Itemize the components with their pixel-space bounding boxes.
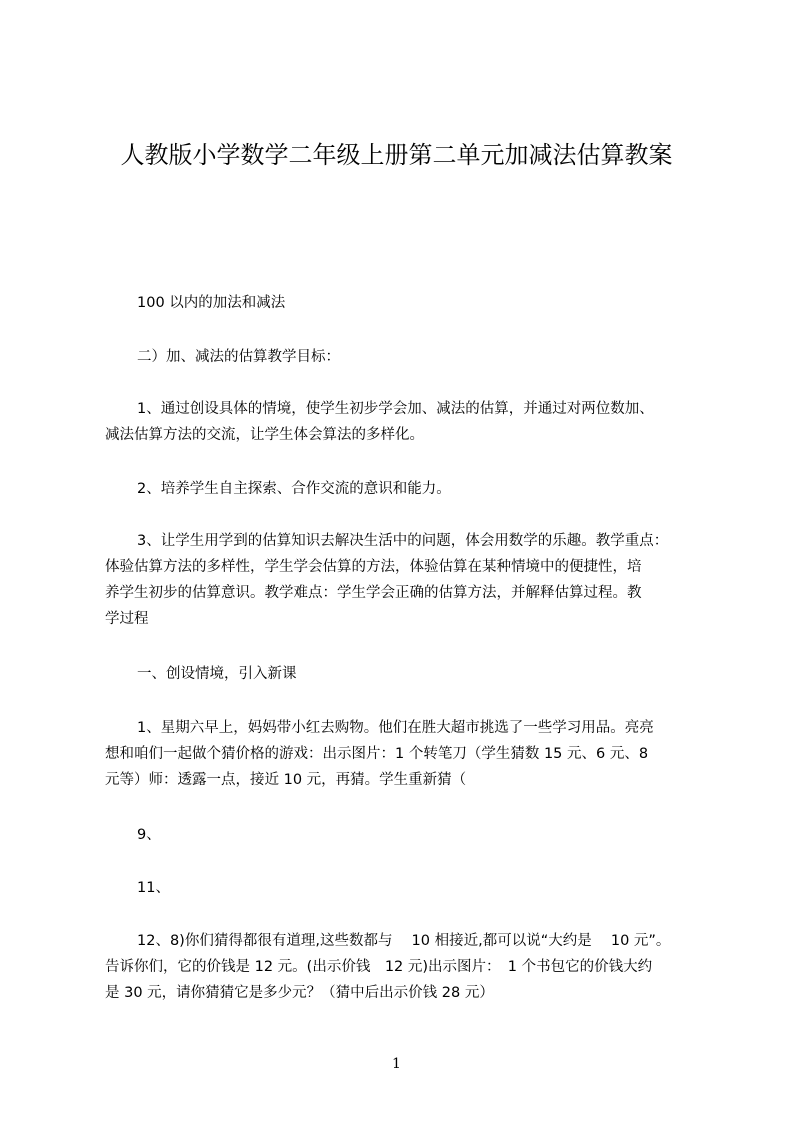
paragraph-objectives-heading <box>105 344 717 370</box>
paragraph-line: 100 以内的加法和减法 <box>137 295 286 311</box>
paragraph-objective-3 <box>105 528 717 632</box>
paragraph-line: 学过程 <box>105 611 149 627</box>
paragraph-line: 3、让学生用学到的估算知识去解决生活中的问题，体会用数学的乐趣。教学重点： <box>137 533 669 549</box>
paragraph-line: 告诉你们，它的价钱是 12 元。(出示价钱 12 元)出示图片： 1 个书包它的价钱大约 <box>105 959 653 975</box>
paragraph-line: 1、星期六早上，妈妈带小红去购物。他们在胜大超市挑选了一些学习用品。亮亮 <box>137 720 654 736</box>
paragraph-guess-11 <box>105 875 717 901</box>
paragraph-line: 养学生初步的估算意识。教学难点：学生学会正确的估算方法，并解释估算过程。教 <box>105 585 642 601</box>
paragraph-line: 想和咱们一起做个猜价格的游戏：出示图片：1 个转笔刀（学生猜数 15 元、6 元、8 <box>105 746 649 762</box>
paragraph-scenario <box>105 715 717 793</box>
paragraph-topic <box>105 290 717 316</box>
paragraph-line: 是 30 元，请你猜猜它是多少元？（猜中后出示价钱 28 元） <box>105 985 494 1001</box>
paragraph-objective-2 <box>105 476 717 502</box>
paragraph-line: 减法估算方法的交流，让学生体会算法的多样化。 <box>105 427 424 443</box>
paragraph-line: 11、 <box>137 880 170 896</box>
paragraph-section-heading <box>105 661 717 687</box>
paragraph-line: 1、通过创设具体的情境，使学生初步学会加、减法的估算，并通过对两位数加、 <box>137 401 654 417</box>
paragraph-line: 二）加、减法的估算教学目标： <box>137 349 340 365</box>
paragraph-line: 12、8)你们猜得都很有道理,这些数都与 10 相接近,都可以说“大约是 10 元”。 <box>137 933 671 949</box>
paragraph-line: 2、培养学生自主探索、合作交流的意识和能力。 <box>137 481 451 497</box>
paragraph-line: 元等）师：透露一点，接近 10 元，再猜。学生重新猜（ <box>105 772 467 788</box>
paragraph-line: 一、创设情境，引入新课 <box>137 666 297 682</box>
paragraph-objective-1 <box>105 396 717 448</box>
document-title: 人教版小学数学二年级上册第二单元加减法估算教案 <box>120 141 673 169</box>
paragraph-line: 9、 <box>137 827 161 843</box>
paragraph-guess-12 <box>105 928 717 1006</box>
page-number: 1 <box>392 1056 401 1072</box>
paragraph-line: 体验估算方法的多样性，学生学会估算的方法，体验估算在某种情境中的便捷性，培 <box>105 559 642 575</box>
paragraph-guess-9 <box>105 822 717 848</box>
